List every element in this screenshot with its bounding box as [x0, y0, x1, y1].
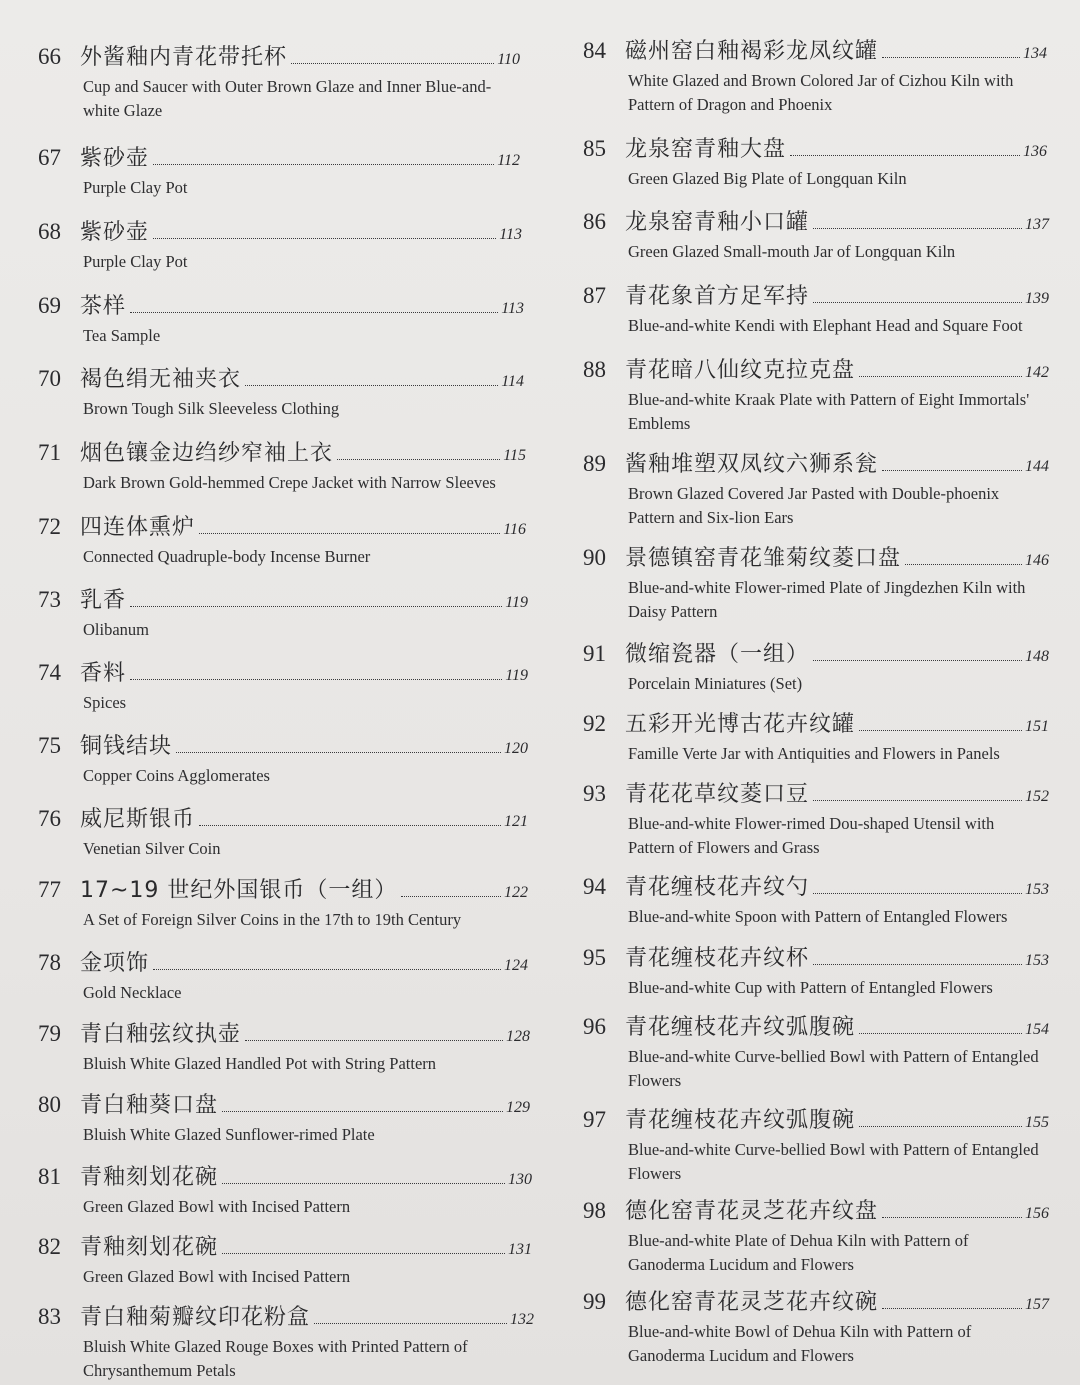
entry-english-title: Famille Verte Jar with Antiquities and Flowers in Panels [628, 744, 1000, 763]
entry-english-title: Green Glazed Big Plate of Longquan Kiln [628, 169, 907, 188]
toc-entry [583, 1103, 1049, 1186]
toc-entry [38, 1160, 532, 1219]
entry-english-title: Blue-and-white Curve-bellied Bowl with Pattern of Entangled Flowers [628, 1047, 1039, 1090]
toc-entry [38, 656, 528, 715]
dot-leader [153, 238, 496, 239]
entry-english-title: Copper Coins Agglomerates [83, 766, 270, 785]
toc-entry [583, 777, 1049, 860]
dot-leader [813, 800, 1022, 801]
entry-chinese-title: 磁州窑白釉褐彩龙凤纹罐 [625, 39, 879, 64]
entry-number: 68 [38, 219, 61, 244]
entry-number: 86 [583, 209, 606, 234]
entry-chinese-title: 茶样 [80, 294, 127, 319]
entry-english-title: Blue-and-white Kendi with Elephant Head and Square Foot [628, 316, 1023, 335]
entry-english-title: Blue-and-white Curve-bellied Bowl with Pattern of Entangled Flowers [628, 1140, 1039, 1183]
entry-chinese-title: 四连体熏炉 [80, 515, 196, 540]
entry-chinese-title: 铜钱结块 [80, 734, 173, 759]
entry-english-title: Bluish White Glazed Rouge Boxes with Printed Pattern of Chrysanthemum Petals [83, 1337, 468, 1380]
entry-page-number: 136 [1023, 143, 1047, 160]
dot-leader [859, 1033, 1022, 1034]
entry-chinese-title: 五彩开光博古花卉纹罐 [625, 712, 856, 737]
entry-number: 80 [38, 1092, 61, 1117]
toc-entry-head [583, 637, 1049, 668]
toc-entry [583, 34, 1047, 117]
entry-chinese-title: 褐色绢无袖夹衣 [80, 367, 242, 392]
dot-leader [337, 459, 500, 460]
toc-entry [583, 541, 1049, 624]
entry-english-title: Blue-and-white Cup with Pattern of Entangled Flowers [628, 978, 993, 997]
entry-english-title: Purple Clay Pot [83, 178, 188, 197]
toc-entry [583, 1010, 1049, 1093]
entry-chinese-title: 青花缠枝花卉纹勺 [625, 875, 810, 900]
entry-chinese-title: 青花象首方足军持 [625, 284, 810, 309]
entry-chinese-title: 青釉刻划花碗 [80, 1235, 219, 1260]
entry-english-title: Blue-and-white Flower-rimed Dou-shaped Utensil with Pattern of Flowers and Grass [628, 814, 995, 857]
entry-page-number: 121 [504, 813, 528, 830]
toc-entry-head [583, 1010, 1049, 1041]
toc-entry-head [38, 40, 520, 71]
dot-leader [153, 164, 494, 165]
entry-page-number: 113 [499, 226, 522, 243]
toc-entry [583, 447, 1049, 530]
dot-leader [882, 470, 1022, 471]
dot-leader [222, 1111, 503, 1112]
entry-english-title: Bluish White Glazed Handled Pot with String Pattern [83, 1054, 437, 1073]
toc-entry-head [583, 941, 1049, 972]
toc-entry-head [583, 132, 1047, 163]
entry-page-number: 146 [1025, 552, 1049, 569]
entry-chinese-title: 青白釉菊瓣纹印花粉盒 [80, 1305, 311, 1330]
entry-page-number: 134 [1023, 45, 1047, 62]
entry-number: 66 [38, 44, 61, 69]
toc-entry-head [38, 1230, 532, 1261]
entry-chinese-title: 青花缠枝花卉纹弧腹碗 [625, 1015, 856, 1040]
dot-leader [314, 1323, 507, 1324]
toc-entry-head [38, 729, 528, 760]
toc-entry-head [583, 205, 1049, 236]
entry-number: 82 [38, 1234, 61, 1259]
toc-entry-head [38, 436, 526, 467]
entry-page-number: 112 [497, 152, 520, 169]
entry-chinese-title: 紫砂壶 [80, 220, 150, 245]
toc-entry-head [583, 777, 1049, 808]
toc-entry-head [38, 141, 520, 172]
entry-chinese-title: 微缩瓷器（一组） [625, 642, 810, 667]
entry-number: 67 [38, 145, 61, 170]
entry-english-title: Venetian Silver Coin [83, 839, 221, 858]
toc-entry-head [38, 1088, 530, 1119]
toc-entry [583, 941, 1049, 1000]
entry-english-title: Bluish White Glazed Sunflower-rimed Plate [83, 1125, 375, 1144]
entry-number: 91 [583, 641, 606, 666]
toc-entry [38, 1300, 534, 1383]
entry-english-title: Cup and Saucer with Outer Brown Glaze and Inner Blue-and-white Glaze [83, 77, 492, 120]
dot-leader [222, 1183, 505, 1184]
entry-english-title: Purple Clay Pot [83, 252, 188, 271]
entry-number: 90 [583, 545, 606, 570]
toc-entry-head [583, 1103, 1049, 1134]
entry-number: 74 [38, 660, 61, 685]
toc-entry [583, 279, 1049, 338]
toc-entry [583, 1194, 1049, 1277]
entry-chinese-title: 威尼斯银币 [80, 807, 196, 832]
entry-page-number: 113 [501, 300, 524, 317]
dot-leader [905, 564, 1022, 565]
toc-entry-head [583, 707, 1049, 738]
entry-number: 83 [38, 1304, 61, 1329]
entry-english-title: Dark Brown Gold-hemmed Crepe Jacket with Narrow Sleeves [83, 473, 496, 492]
toc-entry-head [38, 802, 528, 833]
toc-entry-head [38, 510, 526, 541]
entry-number: 81 [38, 1164, 61, 1189]
dot-leader [199, 825, 501, 826]
toc-entry-head [38, 1160, 532, 1191]
toc-entry [38, 873, 528, 932]
entry-number: 98 [583, 1198, 606, 1223]
toc-column-right [583, 0, 1080, 1385]
entry-number: 70 [38, 366, 61, 391]
entry-english-title: Blue-and-white Plate of Dehua Kiln with Pattern of Ganoderma Lucidum and Flowers [628, 1231, 969, 1274]
entry-english-title: Porcelain Miniatures (Set) [628, 674, 803, 693]
toc-entry-head [583, 353, 1049, 384]
entry-page-number: 144 [1025, 458, 1049, 475]
dot-leader [130, 606, 502, 607]
entry-number: 85 [583, 136, 606, 161]
dot-leader [813, 660, 1022, 661]
toc-entry [583, 1285, 1049, 1368]
dot-leader [199, 533, 500, 534]
toc-entry-head [38, 583, 528, 614]
toc-entry [583, 637, 1049, 696]
entry-english-title: Tea Sample [83, 326, 161, 345]
entry-number: 99 [583, 1289, 606, 1314]
entry-english-title: Brown Tough Silk Sleeveless Clothing [83, 399, 340, 418]
toc-entry-head [583, 34, 1047, 65]
toc-entry-head [38, 946, 528, 977]
entry-chinese-title: 紫砂壶 [80, 146, 150, 171]
entry-page-number: 119 [505, 594, 528, 611]
entry-chinese-title: 香料 [80, 661, 127, 686]
toc-entry-head [583, 279, 1049, 310]
entry-chinese-title: 17~19 世纪外国银币（一组） [80, 878, 398, 903]
entry-chinese-title: 酱釉堆塑双凤纹六狮系瓮 [625, 452, 879, 477]
toc-entry [38, 436, 526, 495]
toc-entry [38, 729, 528, 788]
dot-leader [882, 57, 1020, 58]
toc-entry-head [38, 1300, 534, 1331]
toc-entry-head [583, 1285, 1049, 1316]
entry-number: 77 [38, 877, 61, 902]
toc-column-left [38, 0, 538, 1385]
entry-english-title: Spices [83, 693, 127, 712]
toc-entry [583, 205, 1049, 264]
entry-page-number: 130 [508, 1171, 532, 1188]
entry-english-title: Green Glazed Bowl with Incised Pattern [83, 1197, 351, 1216]
entry-page-number: 119 [505, 667, 528, 684]
toc-entry [38, 141, 520, 200]
entry-page-number: 131 [508, 1241, 532, 1258]
entry-chinese-title: 烟色镶金边绉纱窄袖上衣 [80, 441, 334, 466]
entry-chinese-title: 青白釉弦纹执壶 [80, 1022, 242, 1047]
entry-chinese-title: 乳香 [80, 588, 127, 613]
dot-leader [291, 63, 494, 64]
toc-entry [38, 40, 520, 123]
entry-number: 87 [583, 283, 606, 308]
dot-leader [859, 1126, 1022, 1127]
dot-leader [176, 752, 501, 753]
entry-chinese-title: 青花缠枝花卉纹杯 [625, 946, 810, 971]
toc-entry [38, 946, 528, 1005]
entry-page-number: 116 [503, 521, 526, 538]
entry-number: 89 [583, 451, 606, 476]
entry-english-title: Olibanum [83, 620, 149, 639]
entry-chinese-title: 德化窑青花灵芝花卉纹盘 [625, 1199, 879, 1224]
entry-page-number: 142 [1025, 364, 1049, 381]
toc-entry [38, 215, 522, 274]
toc-entry [583, 353, 1049, 436]
entry-english-title: Connected Quadruple-body Incense Burner [83, 547, 371, 566]
entry-english-title: Green Glazed Small-mouth Jar of Longquan Kiln [628, 242, 956, 261]
entry-english-title: Brown Glazed Covered Jar Pasted with Double-phoenix Pattern and Six-lion Ears [628, 484, 1000, 527]
toc-entry-head [38, 1017, 530, 1048]
entry-chinese-title: 龙泉窑青釉小口罐 [625, 210, 810, 235]
toc-entry [38, 289, 524, 348]
toc-entry [583, 707, 1049, 766]
entry-english-title: White Glazed and Brown Colored Jar of Cizhou Kiln with Pattern of Dragon and Phoenix [628, 71, 1014, 114]
toc-entry-head [38, 215, 522, 246]
entry-page-number: 129 [506, 1099, 530, 1116]
entry-number: 79 [38, 1021, 61, 1046]
entry-chinese-title: 青釉刻划花碗 [80, 1165, 219, 1190]
entry-page-number: 154 [1025, 1021, 1049, 1038]
toc-entry-head [38, 873, 528, 904]
toc-entry-head [583, 447, 1049, 478]
entry-number: 78 [38, 950, 61, 975]
entry-page-number: 148 [1025, 648, 1049, 665]
entry-page-number: 122 [504, 884, 528, 901]
entry-chinese-title: 龙泉窑青釉大盘 [625, 137, 787, 162]
toc-entry [38, 510, 526, 569]
entry-chinese-title: 青花暗八仙纹克拉克盘 [625, 358, 856, 383]
toc-entry [38, 1017, 530, 1076]
dot-leader [882, 1308, 1022, 1309]
entry-chinese-title: 德化窑青花灵芝花卉纹碗 [625, 1290, 879, 1315]
toc-entry [38, 802, 528, 861]
entry-english-title: Green Glazed Bowl with Incised Pattern [83, 1267, 351, 1286]
dot-leader [130, 312, 498, 313]
entry-chinese-title: 青花缠枝花卉纹弧腹碗 [625, 1108, 856, 1133]
entry-number: 76 [38, 806, 61, 831]
dot-leader [813, 964, 1022, 965]
entry-page-number: 157 [1025, 1296, 1049, 1313]
entry-number: 95 [583, 945, 606, 970]
entry-number: 96 [583, 1014, 606, 1039]
entry-page-number: 110 [497, 51, 520, 68]
dot-leader [790, 155, 1020, 156]
toc-entry [583, 870, 1049, 929]
entry-page-number: 152 [1025, 788, 1049, 805]
entry-chinese-title: 景德镇窑青花雏菊纹菱口盘 [625, 546, 902, 571]
entry-number: 84 [583, 38, 606, 63]
toc-entry-head [583, 870, 1049, 901]
entry-number: 94 [583, 874, 606, 899]
entry-page-number: 115 [503, 447, 526, 464]
entry-page-number: 153 [1025, 881, 1049, 898]
toc-entry [38, 1230, 532, 1289]
entry-number: 72 [38, 514, 61, 539]
dot-leader [401, 896, 501, 897]
dot-leader [882, 1217, 1022, 1218]
entry-page-number: 153 [1025, 952, 1049, 969]
dot-leader [859, 376, 1022, 377]
entry-page-number: 156 [1025, 1205, 1049, 1222]
toc-entry-head [583, 1194, 1049, 1225]
entry-number: 88 [583, 357, 606, 382]
entry-number: 75 [38, 733, 61, 758]
toc-entry [38, 583, 528, 642]
dot-leader [813, 302, 1022, 303]
entry-page-number: 124 [504, 957, 528, 974]
entry-page-number: 120 [504, 740, 528, 757]
dot-leader [130, 679, 502, 680]
toc-entry [583, 132, 1047, 191]
entry-english-title: Blue-and-white Kraak Plate with Pattern of Eight Immortals' Emblems [628, 390, 1030, 433]
dot-leader [859, 730, 1022, 731]
dot-leader [813, 893, 1022, 894]
entry-number: 97 [583, 1107, 606, 1132]
entry-english-title: A Set of Foreign Silver Coins in the 17th to 19th Century [83, 910, 462, 929]
entry-chinese-title: 青白釉葵口盘 [80, 1093, 219, 1118]
entry-number: 92 [583, 711, 606, 736]
entry-page-number: 155 [1025, 1114, 1049, 1131]
toc-entry-head [38, 289, 524, 320]
entry-page-number: 128 [506, 1028, 530, 1045]
dot-leader [222, 1253, 505, 1254]
entry-chinese-title: 青花花草纹菱口豆 [625, 782, 810, 807]
entry-english-title: Blue-and-white Spoon with Pattern of Entangled Flowers [628, 907, 1008, 926]
toc-entry [38, 1088, 530, 1147]
entry-page-number: 132 [510, 1311, 534, 1328]
entry-chinese-title: 金项饰 [80, 951, 150, 976]
entry-number: 73 [38, 587, 61, 612]
entry-page-number: 139 [1025, 290, 1049, 307]
toc-entry [38, 362, 524, 421]
entry-chinese-title: 外酱釉内青花带托杯 [80, 45, 288, 70]
dot-leader [153, 969, 501, 970]
dot-leader [245, 385, 498, 386]
toc-entry-head [38, 656, 528, 687]
toc-entry-head [583, 541, 1049, 572]
entry-number: 69 [38, 293, 61, 318]
dot-leader [245, 1040, 503, 1041]
entry-page-number: 151 [1025, 718, 1049, 735]
entry-number: 93 [583, 781, 606, 806]
entry-english-title: Blue-and-white Bowl of Dehua Kiln with Pattern of Ganoderma Lucidum and Flowers [628, 1322, 972, 1365]
entry-english-title: Gold Necklace [83, 983, 182, 1002]
entry-page-number: 114 [501, 373, 524, 390]
dot-leader [813, 228, 1022, 229]
entry-number: 71 [38, 440, 61, 465]
toc-entry-head [38, 362, 524, 393]
entry-english-title: Blue-and-white Flower-rimed Plate of Jingdezhen Kiln with Daisy Pattern [628, 578, 1026, 621]
entry-page-number: 137 [1025, 216, 1049, 233]
